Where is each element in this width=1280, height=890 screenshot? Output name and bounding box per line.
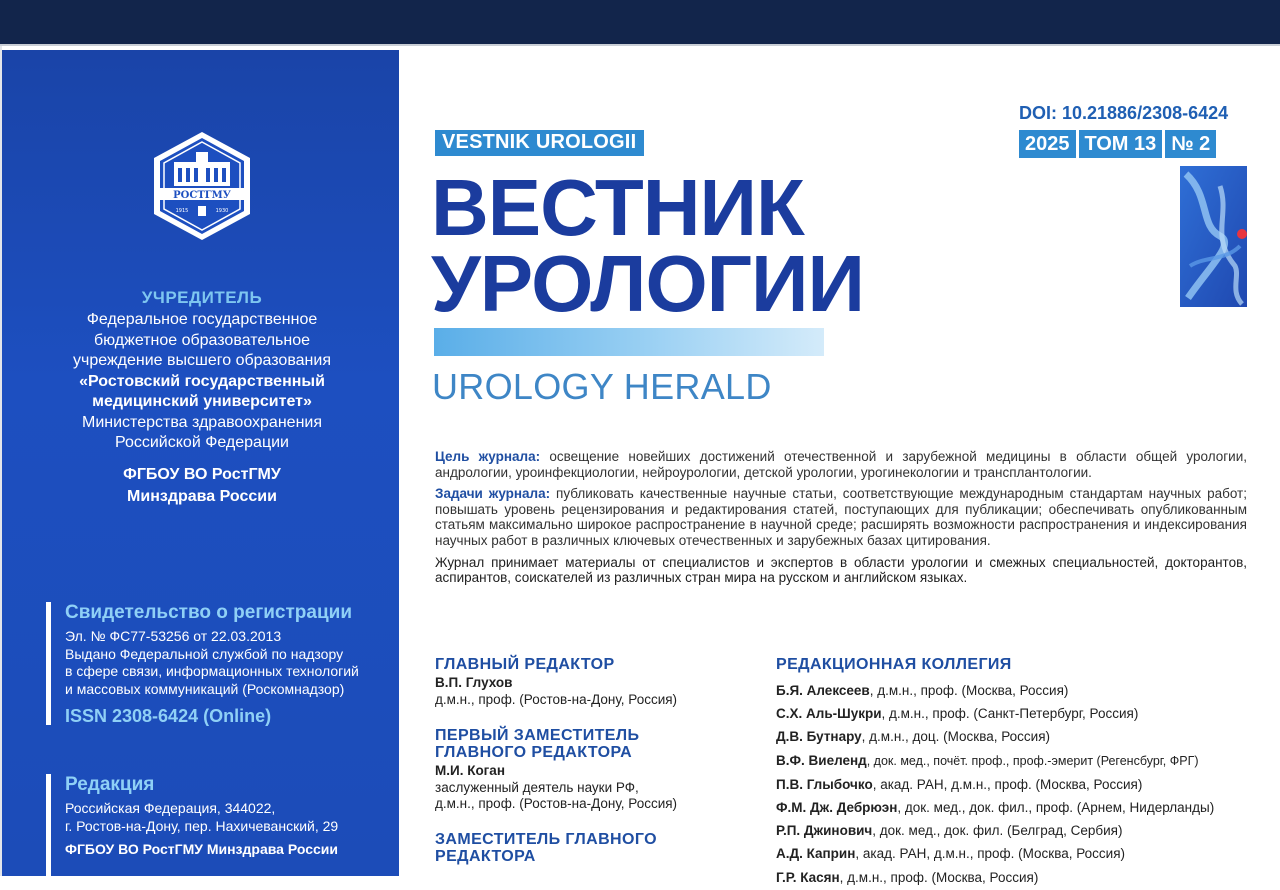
board-member-info: , док. мед., почёт. проф., проф.-эмерит (Регенсбург, ФРГ) xyxy=(867,754,1199,768)
editorial-board-column xyxy=(776,656,1246,889)
editorial-address-line: г. Ростов-на-Дону, пер. Нахичеванский, 29 xyxy=(65,818,338,836)
goal-label: Цель журнала: xyxy=(435,449,540,464)
tasks-label: Задачи журнала: xyxy=(435,486,550,501)
registration-heading: Свидетельство о регистрации xyxy=(65,602,359,624)
aims-accept-paragraph: Журнал принимает материалы от специалистов и экспертов в области урологии и смежных специальностей, докторантов, аспирантов, соискателей из различных стран мира на русском и английском языках. xyxy=(435,555,1247,586)
board-member-info: , док. мед., док. фил., проф. (Арнем, Нидерланды) xyxy=(897,800,1214,815)
board-member-info: , д.м.н., проф. (Санкт-Петербург, Россия) xyxy=(882,706,1139,721)
board-member-info: , д.м.н., проф. (Москва, Россия) xyxy=(870,683,1069,698)
issn-number: ISSN 2308-6424 (Online) xyxy=(65,706,359,727)
title-gradient-bar xyxy=(434,328,824,356)
editorial-board-list xyxy=(776,679,1246,889)
board-member-name: Г.Р. Касян xyxy=(776,870,840,885)
board-member-name: С.Х. Аль-Шукри xyxy=(776,706,882,721)
registration-line: в сфере связи, информационных технологий xyxy=(65,663,359,681)
founder-line: Федеральное государственное xyxy=(2,310,402,331)
tasks-text: публиковать качественные научные статьи, соответствующие международным стандартам научных работ; повышать уровень рецензирования и редактирования статей, поступающих для публикации; обеспечивать опубликованным статьям максимально широкое распространение в научной среде; расширять возможности распространения и индексирования научных работ в различных ключевых отечественных и зарубежных базах цитирования. xyxy=(435,486,1247,548)
board-member-name: П.В. Глыбочко xyxy=(776,777,873,792)
founder-line: учреждение высшего образования xyxy=(2,351,402,372)
cover-art-icon xyxy=(1180,166,1247,307)
chief-editor-heading: ГЛАВНЫЙ РЕДАКТОР xyxy=(435,656,755,673)
board-member xyxy=(776,749,1246,773)
board-member-name: Ф.М. Дж. Дебрюэн xyxy=(776,800,897,815)
founder-block xyxy=(2,288,402,508)
editors-column xyxy=(435,656,755,865)
english-title: UROLOGY HERALD xyxy=(432,366,772,408)
main-content xyxy=(399,46,1280,876)
emblem-year-left: 1915 xyxy=(176,208,189,214)
founder-short-name: Минздрава России xyxy=(2,486,402,508)
editorial-office-heading: Редакция xyxy=(65,774,338,796)
emblem-year-right: 1930 xyxy=(216,208,229,214)
issue-volume: ТОМ 13 xyxy=(1079,130,1163,158)
journal-aims xyxy=(435,449,1247,592)
board-member xyxy=(776,796,1246,819)
registration-block xyxy=(46,602,359,725)
aims-goal-paragraph xyxy=(435,449,1247,480)
issue-info xyxy=(1019,130,1216,158)
registration-line: Выдано Федеральной службой по надзору xyxy=(65,646,359,664)
board-member-info: , док. мед., док. фил. (Белград, Сербия) xyxy=(872,823,1122,838)
registration-line: Эл. № ФС77-53256 от 22.03.2013 xyxy=(65,628,359,646)
board-member-name: А.Д. Каприн xyxy=(776,846,855,861)
doi-label: DOI: 10.21886/2308-6424 xyxy=(1019,103,1228,124)
editorial-org-line: ФГБОУ ВО РостГМУ Минздрава России xyxy=(65,841,338,859)
emblem-name-text: РОСТГМУ xyxy=(173,190,231,201)
founder-ministry-line: Министерства здравоохранения xyxy=(2,413,402,434)
board-member xyxy=(776,679,1246,702)
board-member xyxy=(776,725,1246,748)
board-member-info: , д.м.н., доц. (Москва, Россия) xyxy=(862,729,1050,744)
board-member xyxy=(776,866,1246,889)
registration-line: и массовых коммуникаций (Роскомнадзор) xyxy=(65,681,359,699)
editorial-office-block xyxy=(46,774,338,884)
board-member-name: Д.В. Бутнару xyxy=(776,729,862,744)
deputy-heading: РЕДАКТОРА xyxy=(435,848,755,865)
issue-number: № 2 xyxy=(1165,130,1216,158)
board-member xyxy=(776,773,1246,796)
board-member xyxy=(776,842,1246,865)
founder-line: бюджетное образовательное xyxy=(2,331,402,352)
board-member-name: В.Ф. Виеленд xyxy=(776,753,867,768)
top-bar xyxy=(0,0,1280,46)
board-member-name: Р.П. Джинович xyxy=(776,823,872,838)
first-deputy-heading: ПЕРВЫЙ ЗАМЕСТИТЕЛЬ xyxy=(435,727,755,744)
board-member-info: , акад. РАН, д.м.н., проф. (Москва, Россия) xyxy=(873,777,1143,792)
rostgmu-emblem-icon xyxy=(144,128,260,244)
board-member-name: Б.Я. Алексеев xyxy=(776,683,870,698)
editorial-org-line: Кафедра урологии и репродуктивного xyxy=(65,873,338,890)
board-member xyxy=(776,702,1246,725)
first-deputy-name: М.И. Коган xyxy=(435,763,755,778)
founder-university-line: «Ростовский государственный xyxy=(2,372,402,393)
goal-text: освещение новейших достижений отечественной и зарубежной медицины в области общей урологии, андрологии, уроинфекциологии, нейроурологии, детской урологии, урогинекологии и трансплантологии. xyxy=(435,449,1247,480)
sidebar xyxy=(2,50,399,876)
journal-latin-badge: VESTNIK UROLOGII xyxy=(435,130,644,156)
founder-ministry-line: Российской Федерации xyxy=(2,433,402,454)
editorial-board-heading: РЕДАКЦИОННАЯ КОЛЛЕГИЯ xyxy=(776,656,1246,673)
journal-title-line2: УРОЛОГИИ xyxy=(431,244,864,324)
chief-editor-name: В.П. Глухов xyxy=(435,675,755,690)
aims-tasks-paragraph xyxy=(435,486,1247,548)
chief-editor-desc: д.м.н., проф. (Ростов-на-Дону, Россия) xyxy=(435,692,755,709)
issue-year: 2025 xyxy=(1019,130,1076,158)
first-deputy-heading: ГЛАВНОГО РЕДАКТОРА xyxy=(435,744,755,761)
board-member-info: , д.м.н., проф. (Москва, Россия) xyxy=(840,870,1039,885)
first-deputy-desc: д.м.н., проф. (Ростов-на-Дону, Россия) xyxy=(435,796,755,813)
founder-university-line: медицинский университет» xyxy=(2,392,402,413)
journal-title-line1: ВЕСТНИК xyxy=(431,168,804,248)
first-deputy-desc: заслуженный деятель науки РФ, xyxy=(435,780,755,797)
editorial-address-line: Российская Федерация, 344022, xyxy=(65,800,338,818)
board-member-info: , акад. РАН, д.м.н., проф. (Москва, Россия) xyxy=(855,846,1125,861)
deputy-heading: ЗАМЕСТИТЕЛЬ ГЛАВНОГО xyxy=(435,831,755,848)
founder-short-name: ФГБОУ ВО РостГМУ xyxy=(2,464,402,486)
founder-heading: УЧРЕДИТЕЛЬ xyxy=(2,288,402,308)
board-member xyxy=(776,819,1246,842)
